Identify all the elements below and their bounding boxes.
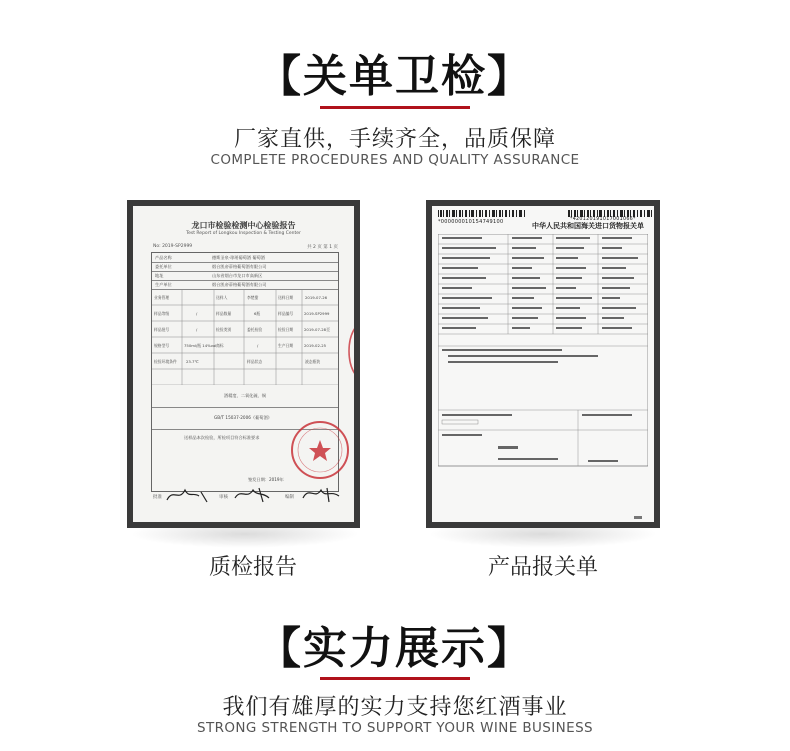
section-title-strength: 【实力展示】: [257, 623, 533, 674]
customs-header-cn: 中华人民共和国海关进口货物报关单: [532, 222, 644, 230]
report-item-row: [152, 385, 338, 408]
subtitle-en: COMPLETE PROCEDURES AND QUALITY ASSURANCE: [210, 152, 580, 168]
grid-cell: 23.7℃: [186, 359, 199, 364]
subtitle-en-strength: STRONG STRENGTH TO SUPPORT YOUR WINE BUSINESS: [196, 720, 594, 736]
report-header-en: Test Report of Longkou Inspection & Testing Center: [186, 231, 301, 236]
grid-cell: 样品数量: [216, 311, 232, 316]
grid-cell: 样品编号: [278, 311, 294, 316]
grid-cell: 李楚甜: [247, 295, 259, 300]
report-page-info: 共 2 页 第 1 页: [307, 245, 338, 250]
grid-cell: 生产日期: [278, 343, 294, 348]
customs-declaration-paper: [432, 206, 654, 522]
report-row-label: 地址: [155, 273, 164, 278]
report-number: No: 2019-SP2999: [153, 244, 193, 249]
grid-cell: 商标: [216, 343, 224, 348]
grid-cell: /: [257, 343, 259, 348]
grid-cell: 6瓶: [254, 311, 261, 316]
report-item-text: 酒精度、二氧化硫、铜: [224, 393, 266, 398]
report-conclusion-text: 送样品本次检验，所检项目符合标准要求: [184, 435, 260, 440]
report-row-label: 委托单位: [155, 264, 172, 269]
customs-form: [438, 234, 648, 522]
report-row-label: 产品名称: [155, 255, 172, 260]
report-standard-text: GB/T 15037-2006《葡萄酒》: [214, 415, 272, 420]
grid-cell: /: [196, 327, 198, 332]
section-title-customs: 【关单卫检】: [257, 51, 533, 102]
handwritten-signatures: [163, 482, 353, 508]
grid-cell: 业务管理: [154, 295, 170, 300]
grid-cell: 委托检验: [247, 327, 263, 332]
report-row-value: 德斯圣泉·琼瑶葡萄酒 葡萄酒: [212, 255, 265, 260]
customs-code: *420120191017001066*: [570, 217, 636, 222]
grid-cell: 检验类别: [216, 327, 232, 332]
subtitle-cn-strength: 我们有雄厚的实力支持您红酒事业: [222, 695, 568, 720]
caption-inspection-report: 质检报告: [208, 555, 297, 580]
side-stamp: [345, 326, 354, 376]
grid-cell: 750ml/瓶 14%vol: [184, 343, 217, 348]
sign-label-review: 审核: [219, 495, 228, 500]
grid-cell: 样品状态: [247, 359, 263, 364]
title-underline: [320, 106, 470, 109]
grid-cell: 样品等级: [154, 311, 170, 316]
grid-cell: 2019-SP2999: [304, 311, 330, 316]
grid-cell: 送样人: [216, 295, 228, 300]
grid-cell: 2019-07-28至: [304, 327, 330, 332]
grid-cell: 2019-02-25: [304, 343, 327, 348]
barcode-number: *000000010154749100: [438, 219, 504, 225]
report-grid: [152, 289, 338, 385]
report-header-cn: 龙口市检验检测中心检验报告: [191, 221, 296, 230]
sign-label-prepare: 编制: [285, 495, 294, 500]
grid-cell: 2019-07-26: [305, 295, 328, 300]
grid-cell: 液态瓶装: [305, 359, 321, 364]
report-grid-lines: [152, 289, 338, 385]
grid-cell: /: [196, 311, 198, 316]
report-row-value: 烟台凯帝蒂格葡萄酒有限公司: [212, 282, 267, 287]
sign-label-approve: 批准: [153, 495, 162, 500]
grid-cell: 样品批号: [154, 327, 170, 332]
report-row-label: 生产单位: [155, 282, 172, 287]
inspection-report-paper: [133, 206, 354, 522]
report-row-value: 山东省烟台市龙口市高新区: [212, 273, 263, 278]
inspection-report-image: [127, 200, 360, 528]
customs-declaration-image: [426, 200, 660, 528]
title-underline: [320, 677, 470, 680]
grid-cell: 检验日期: [278, 327, 294, 332]
grid-cell: 检验环境条件: [154, 359, 177, 364]
grid-cell: 送样日期: [278, 295, 294, 300]
caption-customs-declaration: 产品报关单: [487, 555, 598, 580]
report-row-value: 烟台凯帝蒂格葡萄酒有限公司: [212, 264, 267, 269]
report-issue-date: 签发日期：2019年: [248, 477, 284, 482]
red-stamp: [288, 418, 352, 482]
subtitle-cn: 厂家直供，手续齐全，品质保障: [233, 127, 556, 152]
grid-cell: 规格型号: [154, 343, 170, 348]
